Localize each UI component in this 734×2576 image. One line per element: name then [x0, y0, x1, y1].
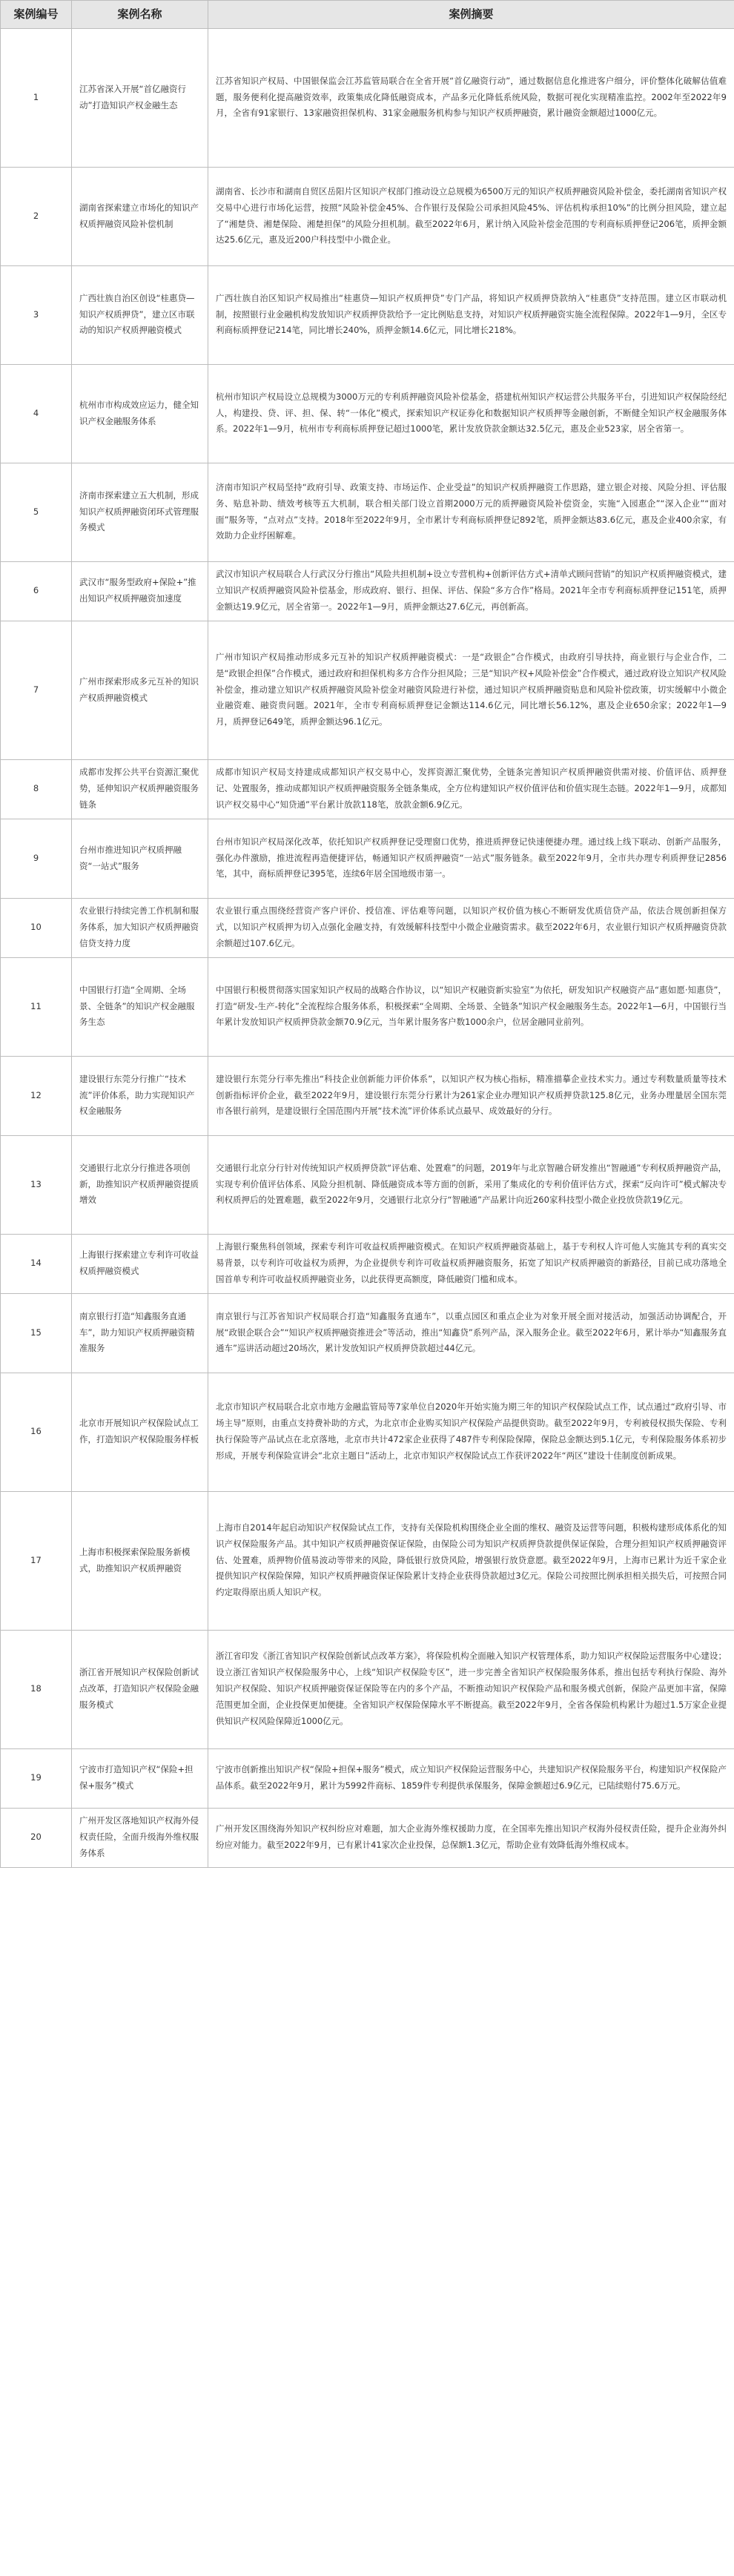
table-body: [1, 28, 734, 1867]
case-summary: 建设银行东莞分行率先推出“科技企业创新能力评价体系”，以知识产权为核心指标，精准描摹企业技术实力。通过专利数量质量等技术创新指标评价企业，截至2022年9月，建设银行东莞分行累计为261家企业办理知识产权质押贷款125.8亿元，业务办理量居全国东莞市各银行前列，是建设银行全国范围内开展“技术流”评价体系试点最早、成效最好的分行。: [208, 1056, 734, 1135]
case-name: 上海银行探索建立专利许可收益权质押融资模式: [72, 1234, 208, 1293]
case-summary: 广西壮族自治区知识产权局推出“桂惠贷—知识产权质押贷”专门产品，将知识产权质押贷款纳入“桂惠贷”支持范围。建立区市联动机制，按照银行业金融机构发放知识产权质押贷款给予一定比例贴息支持，对知识产权质押融资实施全流程保障。2022年1—9月，全区专利商标质押登记214笔，同比增长240%，质押金额14.6亿元，同比增长218%。: [208, 265, 734, 364]
case-name: 中国银行打造“全周期、全场景、全链条”的知识产权金融服务生态: [72, 957, 208, 1056]
case-name: 广州开发区落地知识产权海外侵权责任险，全面升级海外维权服务体系: [72, 1808, 208, 1867]
case-number: 18: [1, 1630, 72, 1748]
table-header: [1, 1, 734, 29]
table-row: [1, 1748, 734, 1808]
case-name: 建设银行东莞分行推广“技术流”评价体系，助力实现知识产权金融服务: [72, 1056, 208, 1135]
case-summary: 浙江省印发《浙江省知识产权保险创新试点改革方案》，将保险机构全面融入知识产权管理体系，助力知识产权保险运营服务中心建设；设立浙江省知识产权保险服务中心，上线“知识产权保险专区”，进一步完善全省知识产权保险服务体系，推出包括专利执行保险、海外知识产权保险、知识产权质押融资保证保险等在内的多个产品，不断推动知识产权保险产品和服务模式创新，保险产品更加丰富，保障范围更加全面，企业投保更加便捷。全省知识产权保险保障水平不断提高。截至2022年9月，全省各保险机构累计为超过1.5万家企业提供知识产权风险保障近1000亿元。: [208, 1630, 734, 1748]
table-row: [1, 1373, 734, 1491]
case-number: 16: [1, 1373, 72, 1491]
case-number: 13: [1, 1135, 72, 1234]
header-case-number: 案例编号: [1, 1, 72, 29]
case-name: 湖南省探索建立市场化的知识产权质押融资风险补偿机制: [72, 167, 208, 265]
table-row: [1, 621, 734, 759]
case-summary: 交通银行北京分行针对传统知识产权质押贷款“评估难、处置难”的问题，2019年与北京智融合研发推出“智融通”专利权质押融资产品，实现专利价值评估体系、风险分担机制、降低融资成本等方面的创新，采用了集成化的专利价值评估方式，探索“反向许可”模式解决专利权质押后的处置难题，截至2022年9月，交通银行北京分行“智融通”产品累计向近260家科技型小微企业投放贷款19亿元。: [208, 1135, 734, 1234]
case-name: 农业银行持续完善工作机制和服务体系，加大知识产权质押融资信贷支持力度: [72, 898, 208, 957]
case-number: 17: [1, 1491, 72, 1630]
table-row: [1, 1808, 734, 1867]
table-row: [1, 28, 734, 167]
table-row: [1, 265, 734, 364]
case-summary: 上海银行聚焦科创领域，探索专利许可收益权质押融资模式。在知识产权质押融资基础上，基于专利权人许可他人实施其专利的真实交易背景，以专利许可收益权为质押，为企业提供专利许可收益权质押融资服务，拓宽了知识产权质押融资的新路径，目前已成功落地全国首单专利许可收益权质押融资业务，以此获得更高额度，降低融资门槛和成本。: [208, 1234, 734, 1293]
table-row: [1, 1135, 734, 1234]
case-number: 9: [1, 819, 72, 898]
table-row: [1, 167, 734, 265]
case-summary: 农业银行重点围绕经营资产客户评价、授信准、评估难等问题，以知识产权价值为核心不断研发优质信贷产品，依法合规创新担保方式，以知识产权质押为切入点强化金融支持，有效缓解科技型中小微企业融资需求。截至2022年6月，农业银行知识产权质押融资贷款余额超过107.6亿元。: [208, 898, 734, 957]
header-case-summary: 案例摘要: [208, 1, 734, 29]
case-summary: 中国银行积极贯彻落实国家知识产权局的战略合作协议，以“知识产权融资新实验室”为依托，研发知识产权融资产品“惠如愿·知惠贷”，打造“研发-生产-转化”全流程综合服务体系，积极探索“全周期、全场景、全链条”知识产权金融服务生态。2022年1—6月，中国银行当年累计发放知识产权质押贷款金额70.9亿元，当年累计服务客户数1000余户，位居金融同业前列。: [208, 957, 734, 1056]
case-number: 19: [1, 1748, 72, 1808]
header-case-name: 案例名称: [72, 1, 208, 29]
case-summary: 广州市知识产权局推动形成多元互补的知识产权质押融资模式：一是“政银企”合作模式，由政府引导扶持，商业银行与企业合作，二是“政银企担保”合作模式，通过政府和担保机构多方合作分担风险；三是“知识产权+风险补偿金”合作模式，通过政府设立知识产权风险补偿金，推动建立知识产权质押融资风险补偿金对融资风险进行补偿，通过知识产权质押融资贴息和风险补偿政策，切实缓解中小微企业融资难、融资贵问题。2021年，全市专利商标质押登记金额达114.6亿元，同比增长56.12%，惠及企业650余家；2022年1—9月，质押登记649笔，质押金额达96.1亿元。: [208, 621, 734, 759]
case-name: 广州市探索形成多元互补的知识产权质押融资模式: [72, 621, 208, 759]
case-number: 2: [1, 167, 72, 265]
table-row: [1, 819, 734, 898]
case-name: 南京银行打造“知鑫服务直通车”，助力知识产权质押融资精准服务: [72, 1293, 208, 1373]
case-name: 济南市探索建立五大机制，形成知识产权质押融资闭环式管理服务模式: [72, 463, 208, 561]
case-summary: 广州开发区围绕海外知识产权纠纷应对难题，加大企业海外维权援助力度，在全国率先推出知识产权海外侵权责任险，提升企业海外纠纷应对能力。截至2022年9月，已有累计41家次企业投保，总保额1.3亿元，帮助企业有效降低海外维权成本。: [208, 1808, 734, 1867]
case-number: 15: [1, 1293, 72, 1373]
table-row: [1, 1293, 734, 1373]
case-name: 成都市发挥公共平台资源汇聚优势，延伸知识产权质押融资服务链条: [72, 759, 208, 819]
case-name: 宁波市打造知识产权“保险+担保+服务”模式: [72, 1748, 208, 1808]
case-name: 武汉市“服务型政府+保险+”推出知识产权质押融资加速度: [72, 561, 208, 621]
case-number: 4: [1, 364, 72, 463]
case-name: 江苏省深入开展“首亿融资行动”打造知识产权金融生态: [72, 28, 208, 167]
table-row: [1, 463, 734, 561]
case-number: 12: [1, 1056, 72, 1135]
case-summary: 南京银行与江苏省知识产权局联合打造“知鑫服务直通车”，以重点园区和重点企业为对象开展全面对接活动，加强活动协调配合，开展“政银企联合会”“知识产权质押融资推进会”等活动，推出“知鑫贷”系列产品，深入服务企业。截至2022年6月，累计举办“知鑫服务直通车”巡讲活动超过20场次，累计发放知识产权质押贷款超过44亿元。: [208, 1293, 734, 1373]
case-number: 1: [1, 28, 72, 167]
case-number: 6: [1, 561, 72, 621]
case-summary: 北京市知识产权局联合北京市地方金融监管局等7家单位自2020年开始实施为期三年的知识产权保险试点工作，试点通过“政府引导、市场主导”原则，由重点支持费补助的方式，为北京市企业购买知识产权保险产品提供资助。截至2022年9月，专利被侵权损失保险、专利执行保险等产品试点在北京落地，北京市共计472家企业获得了487件专利保险保障，保险总金额达到5.1亿元，专利保险服务体系初步形成，开展专利保险宣讲会“北京主题日”活动上，北京市知识产权保险试点工作获评2022年“两区”建设十佳制度创新成果。: [208, 1373, 734, 1491]
table-row: [1, 364, 734, 463]
case-name: 浙江省开展知识产权保险创新试点改革，打造知识产权保险金融服务模式: [72, 1630, 208, 1748]
case-number: 10: [1, 898, 72, 957]
case-name: 广西壮族自治区创设“桂惠贷—知识产权质押贷”，建立区市联动的知识产权质押融资模式: [72, 265, 208, 364]
case-number: 7: [1, 621, 72, 759]
table-row: [1, 1630, 734, 1748]
case-summary: 宁波市创新推出知识产权“保险+担保+服务”模式，成立知识产权保险运营服务中心，共建知识产权保险服务平台，构建知识产权保险产品体系。截至2022年9月，累计为5992件商标、1859件专利提供承保服务，保障金额超过6.9亿元，已陆续赔付75.6万元。: [208, 1748, 734, 1808]
table-row: [1, 759, 734, 819]
table-row: [1, 561, 734, 621]
table-row: [1, 1234, 734, 1293]
header-row: [1, 1, 734, 29]
case-name: 北京市开展知识产权保险试点工作，打造知识产权保险服务样板: [72, 1373, 208, 1491]
case-summary: 江苏省知识产权局、中国银保监会江苏监管局联合在全省开展“首亿融资行动”，通过数据信息化推进客户细分，评价整体化破解估值难题，服务便利化提高融资效率，政策集成化降低融资成本，产品多元化降低系统风险，数据可视化实现精准监控。2002年至2022年9月，全省有91家银行、13家融资担保机构、31家金融服务机构参与知识产权质押融资，累计融资金额超过1000亿元。: [208, 28, 734, 167]
case-number: 11: [1, 957, 72, 1056]
case-summary: 成都市知识产权局支持建成成都知识产权交易中心，发挥资源汇聚优势，全链条完善知识产权质押融资供需对接、价值评估、质押登记、处置服务，推动成都知识产权质押融资服务全链条集成，全方位构建知识产权价值评估和价值实现生态链。2022年1—9月，成都知识产权交易中心“知贷通”平台累计放款118笔，放款金额6.9亿元。: [208, 759, 734, 819]
case-summary: 武汉市知识产权局联合人行武汉分行推出“风险共担机制+设立专营机构+创新评估方式+清单式顾问营销”的知识产权质押融资模式，建立知识产权质押融资风险补偿基金，形成政府、银行、担保、评估、保险“多方合作”格局。2021年全市专利商标质押登记151笔，质押金额达19.9亿元，居全省第一。2022年1—9月，质押金额达27.6亿元，再创新高。: [208, 561, 734, 621]
case-summary: 上海市自2014年起启动知识产权保险试点工作，支持有关保险机构围绕企业全面的维权、融资及运营等问题，积极构建形成体系化的知识产权保险服务产品。其中知识产权质押融资保证保险，由保险公司为知识产权质押贷款提供保证保险，合理分担知识产权质押融资评估、处置难，质押物价值易波动等带来的风险，降低银行放贷风险，增强银行放贷意愿。截至2022年9月，上海市已累计为近千家企业提供知识产权保险保障，知识产权质押融资保证保险累计支持企业获得贷款超过3亿元。保险公司按照比例承担相关损失后，可按照合同约定取得原出质人知识产权。: [208, 1491, 734, 1630]
case-number: 3: [1, 265, 72, 364]
case-name: 交通银行北京分行推进各项创新，助推知识产权质押融资提质增效: [72, 1135, 208, 1234]
case-name: 上海市积极探索保险服务新模式，助推知识产权质押融资: [72, 1491, 208, 1630]
table-row: [1, 1491, 734, 1630]
case-name: 杭州市市构成效应运力，健全知识产权金融服务体系: [72, 364, 208, 463]
case-summary: 杭州市知识产权局设立总规模为3000万元的专利质押融资风险补偿基金，搭建杭州知识产权运营公共服务平台，引进知识产权保险经纪人，构建投、贷、评、担、保、转“一体化”模式，探索知识产权证券化和数据知识产权质押等金融创新，不断健全知识产权金融服务体系。2022年1—9月，杭州市专利商标质押登记超过1000笔，累计发放贷款金额达32.5亿元，惠及企业523家，居全省第一。: [208, 364, 734, 463]
case-summary: 湖南省、长沙市和湖南自贸区岳阳片区知识产权部门推动设立总规模为6500万元的知识产权质押融资风险补偿金，委托湖南省知识产权交易中心进行市场化运营，按照“风险补偿金45%、合作银行及保险公司承担风险45%、评估机构承担10%”的比例分担风险，建立起了“湘楚贷、湘楚保险、湘楚担保”的风险分担机制。截至2022年6月，累计纳入风险补偿金范围的专利商标质押登记206笔，质押金额达25.6亿元，惠及近200户科技型中小微企业。: [208, 167, 734, 265]
table-row: [1, 898, 734, 957]
case-number: 8: [1, 759, 72, 819]
case-number: 5: [1, 463, 72, 561]
case-summary: 台州市知识产权局深化改革，依托知识产权质押登记受理窗口优势，推进质押登记快速便捷办理。通过线上线下联动、创新产品服务，强化办件激励，推进流程再造便捷评估，畅通知识产权质押融资“一站式”服务链条。截至2022年9月，全市共办理专利质押登记2856笔，其中，商标质押登记395笔，连续6年居全国地级市第一。: [208, 819, 734, 898]
case-name: 台州市推进知识产权质押融资“一站式”服务: [72, 819, 208, 898]
table-row: [1, 957, 734, 1056]
case-number: 14: [1, 1234, 72, 1293]
table-row: [1, 1056, 734, 1135]
case-number: 20: [1, 1808, 72, 1867]
case-summary: 济南市知识产权局坚持“政府引导、政策支持、市场运作、企业受益”的知识产权质押融资工作思路，建立银企对接、风险分担、评估服务、贴息补助、绩效考核等五大机制，联合相关部门设立首期2000万元的质押融资风险补偿资金，实施“入园惠企”“深入企业”“面对面”服务等，“点对点”支持。2018年至2022年9月，全市累计专利商标质押登记892笔，质押金额达83.6亿元，惠及企业400余家，有效助力企业纾困解难。: [208, 463, 734, 561]
